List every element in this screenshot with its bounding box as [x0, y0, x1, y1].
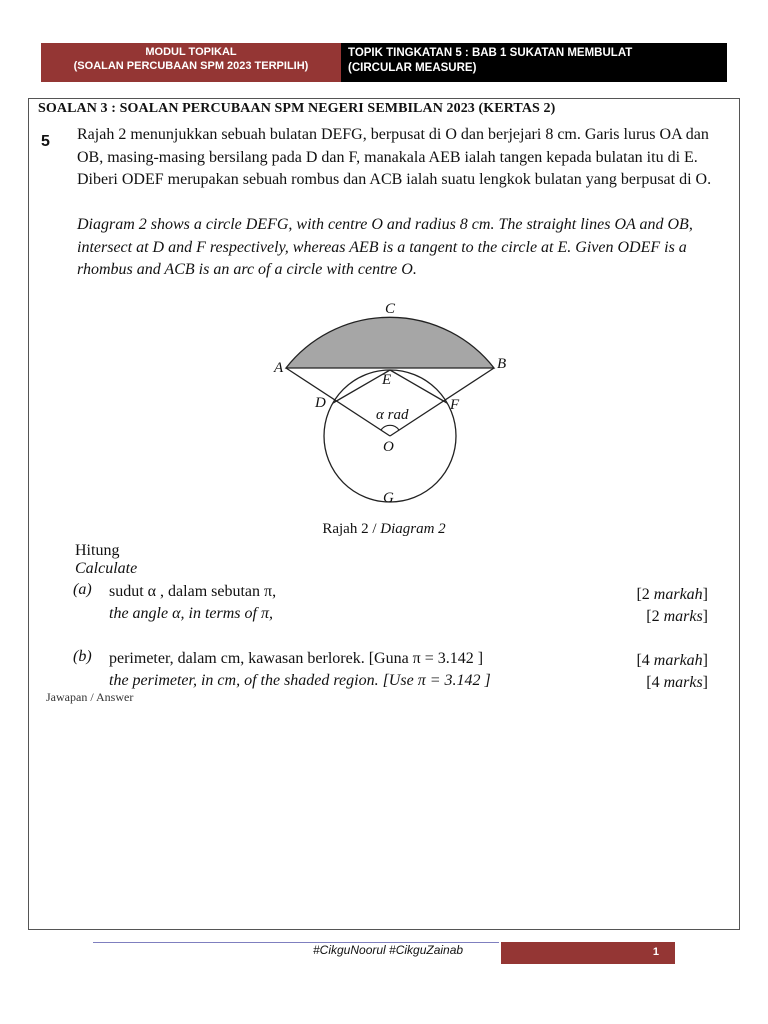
marks-a-en-num: [2: [646, 608, 664, 625]
label-c: C: [385, 301, 396, 317]
module-header: [41, 43, 341, 82]
part-b-letter: (b): [73, 648, 92, 665]
part-b-english: the perimeter, in cm, of the shaded region. [Use π = 3.142 ]: [109, 672, 491, 689]
label-alpha: α rad: [376, 407, 409, 423]
module-subtitle: (SOALAN PERCUBAAN SPM 2023 TERPILIH): [73, 60, 309, 72]
module-title: MODUL TOPIKAL: [145, 46, 237, 58]
marks-b-ms-word: markah: [653, 652, 703, 669]
label-g: G: [383, 490, 394, 506]
circle-diagram: [270, 292, 530, 514]
line-oa: [286, 368, 390, 436]
label-b: B: [497, 356, 507, 372]
marks-a-ms-end: ]: [702, 586, 708, 603]
part-a-malay: sudut α , dalam sebutan π,: [109, 583, 277, 600]
answer-label: Jawapan / Answer: [46, 690, 134, 704]
part-a-english: the angle α, in terms of π,: [109, 605, 273, 622]
angle-arc: [381, 425, 399, 430]
part-b-text: [109, 648, 491, 692]
footer-tags: #CikguNoorul #CikguZainab: [313, 943, 464, 957]
part-a-letter: (a): [73, 581, 92, 598]
question-text-malay: Rajah 2 menunjukkan sebuah bulatan DEFG, berpusat di O dan berjejari 8 cm. Garis lurus OA dan OB, masing-masing bersilang pada D dan F, manakala AEB ialah tangen kepada bulatan itu di E. Diberi ODEF merupakan sebuah rombus dan ACB ialah suatu lengkok bulatan yang berpusat di O.: [77, 126, 712, 188]
label-f: F: [450, 397, 460, 413]
shaded-region: [286, 317, 494, 368]
marks-a-en-word: marks: [663, 608, 703, 625]
question-number: 5: [41, 133, 50, 150]
page-number: 1: [501, 942, 675, 964]
label-o: O: [383, 439, 394, 455]
diagram-caption: [0, 521, 768, 538]
part-b-malay: perimeter, dalam cm, kawasan berlorek. [Guna π = 3.142 ]: [109, 650, 484, 667]
instruction-english: Calculate: [75, 560, 138, 577]
marks-b-en-word: marks: [663, 674, 703, 691]
topic-title: TOPIK TINGKATAN 5 : BAB 1 SUKATAN MEMBULAT: [348, 47, 633, 59]
topic-header: [341, 43, 727, 82]
question-heading: SOALAN 3 : SOALAN PERCUBAAN SPM NEGERI SEMBILAN 2023 (KERTAS 2): [38, 101, 556, 116]
caption-english: Diagram 2: [380, 521, 446, 537]
label-e: E: [382, 372, 392, 388]
marks-a-ms-num: [2: [636, 586, 654, 603]
label-a: A: [274, 360, 284, 376]
label-d: D: [315, 395, 326, 411]
caption-malay: Rajah 2 /: [322, 521, 381, 537]
part-b-marks: [636, 650, 708, 694]
marks-a-ms-word: markah: [653, 586, 703, 603]
question-text-english: Diagram 2 shows a circle DEFG, with centre O and radius 8 cm. The straight lines OA and OB, intersect at D and F respectively, whereas AEB is a tangent to the circle at E. Given ODEF is a rhombus and ACB is an arc of a circle with centre O.: [77, 216, 693, 278]
line-ef: [390, 370, 447, 403]
marks-b-en-end: ]: [702, 674, 708, 691]
part-a-text: [109, 581, 276, 625]
line-ob: [390, 368, 494, 436]
part-a-marks: [636, 584, 708, 628]
marks-b-en-num: [4: [646, 674, 664, 691]
instruction-malay: Hitung: [75, 542, 120, 559]
marks-a-en-end: ]: [702, 608, 708, 625]
instruction: [75, 542, 137, 578]
marks-b-ms-end: ]: [702, 652, 708, 669]
topic-subtitle: (CIRCULAR MEASURE): [348, 62, 477, 74]
marks-b-ms-num: [4: [636, 652, 654, 669]
